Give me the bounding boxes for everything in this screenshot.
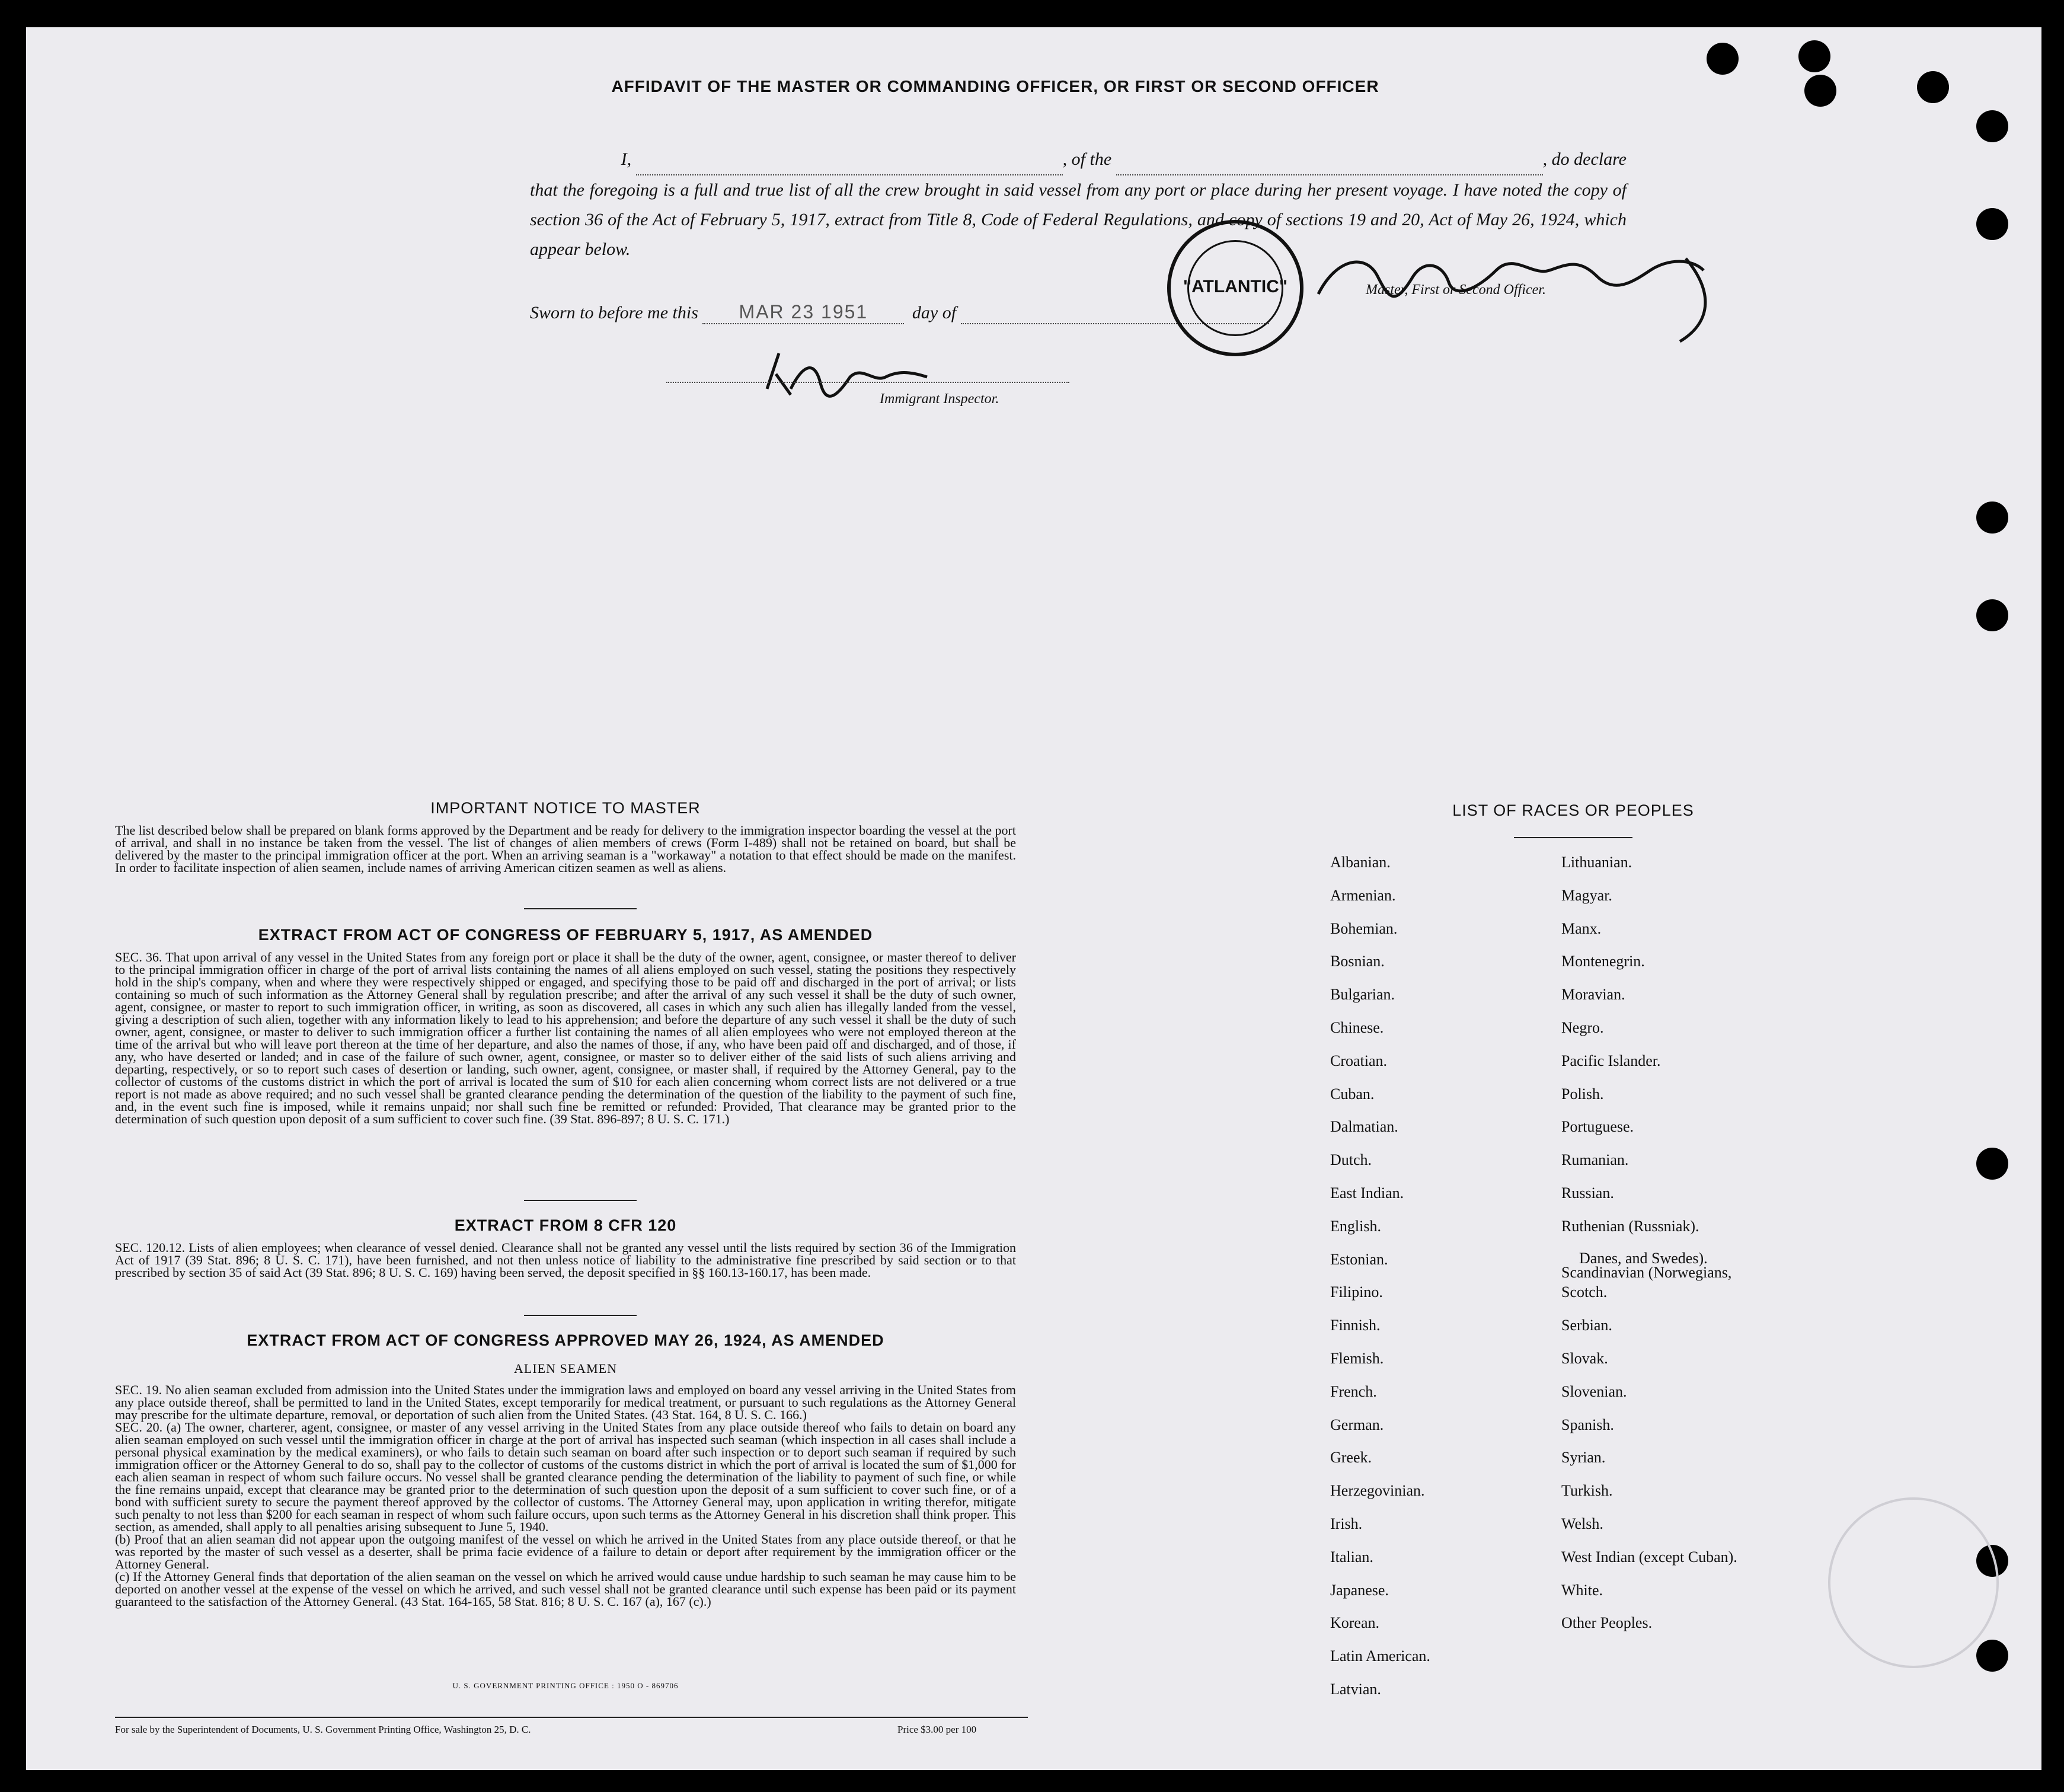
race-item: Moravian. <box>1561 986 1625 1003</box>
race-item: Finnish. <box>1330 1317 1381 1334</box>
punch-hole <box>1976 1148 2008 1180</box>
race-item: Filipino. <box>1330 1283 1383 1301</box>
inspector-signature-line[interactable] <box>666 376 1069 383</box>
race-item: Syrian. <box>1561 1449 1606 1466</box>
race-item: Greek. <box>1330 1449 1372 1466</box>
sec-20b-text: (b) Proof that an alien seaman did not appear upon the outgoing manifest of the vessel on which he arrived in the United States from any place outside thereof, or that he was reported by the master of such vessel as a deserter, shall be prima facie evidence of a failure to detain or deport after requirement by the immigration officer or the Attorney General. <box>115 1532 1016 1571</box>
race-item: Armenian. <box>1330 887 1396 904</box>
race-item: Turkish. <box>1561 1482 1613 1499</box>
race-item: Dutch. <box>1330 1151 1372 1168</box>
race-item: Bosnian. <box>1330 953 1385 970</box>
stamp-ship-name: "ATLANTIC" <box>1183 277 1288 296</box>
divider <box>524 908 637 909</box>
sec-20c-text: (c) If the Attorney General finds that deportation of the alien seaman on the vessel on which he arrived would cause undue hardship to such seaman he may cause him to be deported on another vessel at the expense of the vessel on which he arrived, and such vessel shall not be granted clearance until such expense has been paid or its payment guaranteed to the satisfaction of the Attorney General. (43 Stat. 164-165, 58 Stat. 816; 8 U. S. C. 167 (a), 167 (c).) <box>115 1569 1016 1609</box>
footer-sale-text: For sale by the Superintendent of Documents, U. S. Government Printing Office, Washington 25, D. C. <box>115 1724 531 1735</box>
inspector-label: Immigrant Inspector. <box>880 391 999 407</box>
race-item: French. <box>1330 1383 1377 1400</box>
master-signature-label: Master, First or Second Officer. <box>1366 282 1546 298</box>
cfr-120-body: SEC. 120.12. Lists of alien employees; when clearance of vessel denied. Clearance shall not be granted any vessel until the lists required by section 36 of the Immigration Act of 1917 (39 Stat. 896; 8 U. S. C. 171), have been furnished, and not then unless notice of liability to the administrative fine prescribed by said section or to that prescribed by section 35 of said Act (39 Stat. 896; 8 U. S. C. 169) having been served, the deposit specified in §§ 160.13-160.17, has been made. <box>115 1240 1016 1280</box>
punch-hole <box>1976 1640 2008 1672</box>
punch-hole <box>1976 599 2008 631</box>
form-page <box>26 27 2041 1770</box>
printing-office-line: U. S. GOVERNMENT PRINTING OFFICE : 1950 O - 869706 <box>452 1681 679 1690</box>
sec-20a-text: SEC. 20. (a) The owner, charterer, agent, consignee, or master of any vessel arriving in the United States from any place outside thereof who fails to detain on board any alien seaman employed on such vessel until the immigration officer in charge at the port of arrival has inspected such seaman (which inspection in all cases shall include a personal physical examination by the medical examiners), or who fails to detain such seaman on board after such inspection or to deport such seaman if required by such immigration officer or the Attorney General to do so, shall pay to the collector of customs of the customs district in which the port of arrival is located the sum of $1,000 for each alien seaman in respect of whom such failure occurs. No vessel shall be granted clearance pending the determination of the liability to payment of such fine, or while the fine remains unpaid, except that clearance may be granted prior to the determination of such question upon the deposit of a sum sufficient to cover such fine, or of a bond with sufficient surety to secure the payment thereof approved by the collector of customs. The Attorney General may, upon application in writing therefor, mitigate such penalty to not less than $200 for each seaman in respect of whom such failure occurs, upon such terms as the Attorney General in his discretion shall think proper. This section, as amended, shall apply to all penalties arising subsequent to June 5, 1940. <box>115 1420 1016 1534</box>
alien-seamen-subtitle: ALIEN SEAMEN <box>514 1361 617 1376</box>
race-item: Ruthenian (Russniak). <box>1561 1218 1699 1235</box>
vessel-name-field[interactable] <box>1116 145 1543 175</box>
race-item: Bulgarian. <box>1330 986 1395 1003</box>
race-item: Pacific Islander. <box>1561 1052 1661 1069</box>
race-item: Serbian. <box>1561 1317 1612 1334</box>
faint-round-stamp <box>1828 1497 1999 1668</box>
race-item: Polish. <box>1561 1085 1604 1103</box>
day-of-label: day of <box>912 303 957 322</box>
race-item: Latin American. <box>1330 1647 1430 1665</box>
race-item: Croatian. <box>1330 1052 1388 1069</box>
race-item: Dalmatian. <box>1330 1118 1398 1135</box>
race-item: Irish. <box>1330 1515 1363 1532</box>
race-item: Japanese. <box>1330 1582 1389 1599</box>
footer-price-text: Price $3.00 per 100 <box>897 1724 977 1735</box>
race-item: Scotch. <box>1561 1283 1608 1301</box>
race-item: Herzegovinian. <box>1330 1482 1425 1499</box>
notice-body: The list described below shall be prepared on blank forms approved by the Department and be ready for delivery to the immigration inspector boarding the vessel at the port of arrival, and shall in no instance be taken from the vessel. The list of changes of alien members of crews (Form I-489) shall not be retained on board, but shall be delivered by the master to the principal immigration officer at the port. When an arriving seaman is a "workaway" a notation to that effect should be made on the manifest. In order to facilitate inspection of alien seamen, include names of arriving American citizen seamen as well as aliens. <box>115 823 1016 875</box>
race-item: Welsh. <box>1561 1515 1603 1532</box>
divider <box>1514 837 1632 838</box>
race-item: Portuguese. <box>1561 1118 1634 1135</box>
cfr-120-title: EXTRACT FROM 8 CFR 120 <box>454 1216 677 1234</box>
affidavit-body: that the foregoing is a full and true list of all the crew brought in said vessel from any port or place during her present voyage. I have noted the copy of section 36 of the Act of February 5, 1917, extract from Title 8, Code of Federal Regulations, and copy of sections 19 and 20, Act of May 26, 1924, which appear below. <box>530 180 1627 259</box>
race-item: Spanish. <box>1561 1416 1614 1433</box>
declarant-prefix: I, <box>621 149 632 169</box>
punch-hole <box>1707 43 1739 75</box>
race-item: Estonian. <box>1330 1251 1388 1268</box>
race-item: Cuban. <box>1330 1085 1375 1103</box>
race-item: Danes, and Swedes). <box>1579 1250 1708 1267</box>
race-item: Latvian. <box>1330 1681 1381 1698</box>
race-item: Scandinavian (Norwegians, <box>1561 1264 1732 1281</box>
race-item: Other Peoples. <box>1561 1614 1653 1631</box>
port-stamp <box>1167 220 1303 356</box>
race-item: West Indian (except Cuban). <box>1561 1548 1737 1566</box>
divider <box>524 1200 637 1201</box>
race-item: German. <box>1330 1416 1384 1433</box>
race-item: Lithuanian. <box>1561 854 1632 871</box>
sworn-date-stamp: MAR 23 1951 <box>702 301 904 324</box>
do-declare-label: , do declare <box>1542 149 1627 169</box>
punch-hole <box>1976 208 2008 240</box>
race-item: Russian. <box>1561 1184 1614 1202</box>
extract-1924-title: EXTRACT FROM ACT OF CONGRESS APPROVED MAY 26, 1924, AS AMENDED <box>247 1331 884 1349</box>
race-item: White. <box>1561 1582 1603 1599</box>
race-item: Albanian. <box>1330 854 1391 871</box>
sworn-line <box>530 301 1269 324</box>
race-item: Magyar. <box>1561 887 1612 904</box>
punch-hole <box>1976 501 2008 534</box>
race-item: Flemish. <box>1330 1350 1384 1367</box>
race-item: Bohemian. <box>1330 920 1398 937</box>
race-item: Negro. <box>1561 1019 1604 1036</box>
punch-hole <box>1976 110 2008 142</box>
race-item: English. <box>1330 1218 1381 1235</box>
sec-19-text: SEC. 19. No alien seaman excluded from admission into the United States under the immigration laws and employed on board any vessel arriving in the United States from any place outside thereof, shall be permitted to land in the United States, except temporarily for medical treatment, or pursuant to such regulations as the Attorney General may prescribe for the ultimate departure, removal, or deportation of such alien from the United States. (43 Stat. 164, 8 U. S. C. 166.) <box>115 1382 1016 1422</box>
races-title: LIST OF RACES OR PEOPLES <box>1452 801 1694 819</box>
race-item: Slovenian. <box>1561 1383 1627 1400</box>
race-item: Chinese. <box>1330 1019 1384 1036</box>
extract-1917-body: SEC. 36. That upon arrival of any vessel in the United States from any foreign port or place it shall be the duty of the owner, agent, consignee, or master thereof to deliver to the principal immigration officer in charge of the port of arrival lists containing the names of all aliens employed on such vessel, stating the positions they respectively hold in the ship's company, when and where they were respectively shipped or engaged, and specifying those to be paid off and discharged in the port of arrival; or lists containing so much of such information as the Attorney General shall by regulation prescribe; and after the arrival of any such vessel it shall be the duty of such owner, agent, consignee, or master to report to such immigration officer, in writing, as soon as discovered, all cases in which any such alien has illegally landed from the vessel, giving a description of such alien, together with any information likely to lead to his apprehension; and before the departure of any such vessel it shall be the duty of such owner, agent, consignee, or master to deliver to such immigration officer a further list containing the names of all alien employees who were not employed thereon at the time of the arrival but who will leave port thereon at the time of her departure, and also the names of those, if any, who have been paid off and discharged, and of those, if any, who have deserted or landed; and in case of the failure of such owner, agent, consignee, or master so to deliver either of the said lists of such aliens arriving and departing, respectively, or so to report such cases of desertion or landing, such owner, agent, consignee, or master shall, if required by the Attorney General, pay to the collector of customs of the customs district in which the port of arrival is located the sum of $10 for each alien concerning whom correct lists are not delivered or a true report is not made as above required; and no such vessel shall be granted clearance pending the determination of the question of the liability to the payment of such fine, and, in the event such fine is imposed, while it remains unpaid; nor shall such fine be remitted or refunded: Provided, That clearance may be granted prior to the determination of such question upon deposit of a sum sufficient to cover such fine. (39 Stat. 896-897; 8 U. S. C. 171.) <box>115 950 1016 1126</box>
race-item: Manx. <box>1561 920 1602 937</box>
master-name-field[interactable] <box>636 145 1063 175</box>
race-item: Slovak. <box>1561 1350 1608 1367</box>
race-item: Korean. <box>1330 1614 1380 1631</box>
punch-hole <box>1798 40 1830 72</box>
notice-title: IMPORTANT NOTICE TO MASTER <box>430 799 701 817</box>
race-item: Montenegrin. <box>1561 953 1645 970</box>
race-item: Italian. <box>1330 1548 1373 1566</box>
extract-1924-body <box>115 1384 1016 1608</box>
footer-rule <box>115 1717 1028 1718</box>
sworn-label: Sworn to before me this <box>530 303 698 322</box>
race-item: East Indian. <box>1330 1184 1404 1202</box>
divider <box>524 1315 637 1316</box>
affidavit-title: AFFIDAVIT OF THE MASTER OR COMMANDING OFFICER, OR FIRST OR SECOND OFFICER <box>611 77 1379 95</box>
extract-1917-title: EXTRACT FROM ACT OF CONGRESS OF FEBRUARY 5, 1917, AS AMENDED <box>258 926 873 944</box>
of-the-label: , of the <box>1062 149 1112 169</box>
race-item: Rumanian. <box>1561 1151 1629 1168</box>
